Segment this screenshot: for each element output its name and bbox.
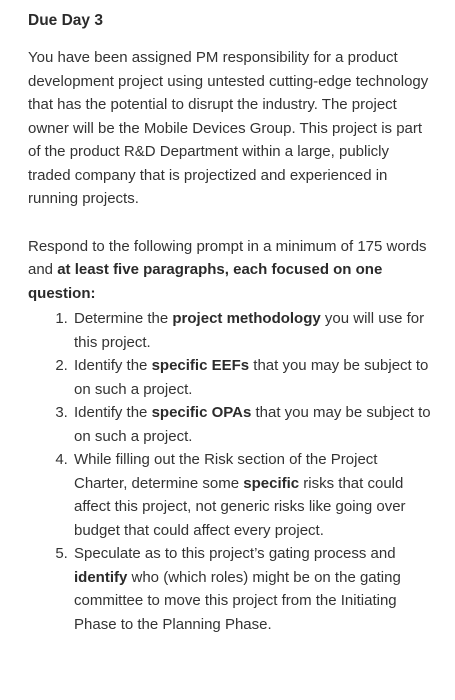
prompt-emphasis: at least five paragraphs, each focused on one question: [28, 261, 383, 302]
page-title: Due Day 3 [28, 12, 103, 29]
question-text: you will use for this project. [74, 310, 425, 351]
question-item [72, 307, 433, 354]
question-item [72, 542, 433, 636]
question-emphasis: specific EEFs [151, 357, 250, 374]
intro-paragraph: You have been assigned PM responsibility for a product development project using untested cutting-edge technology that has the potential to disrupt the industry. The project owner will be the Mobile Devices Group. This project is part of the product R&D Department within a large, publicly traded company that is projectized and experienced in running projects. [28, 49, 429, 207]
question-text: Identify the [74, 357, 152, 374]
question-text: Identify the [74, 404, 152, 421]
prompt-text: Respond to the following prompt in a minimum of 175 words and [28, 237, 427, 278]
question-text: who (which roles) might be on the gating committee to move this project from the Initiating Phase to the Planning Phase. [74, 568, 401, 633]
question-text: risks that could affect this project, not generic risks like going over budget that could affect every project. [74, 474, 406, 539]
question-text: While filling out the Risk section of the Project Charter, determine some [74, 451, 378, 492]
question-text: Determine the [74, 310, 173, 327]
prompt-paragraph [28, 235, 433, 306]
question-item [72, 448, 433, 542]
question-emphasis: project methodology [172, 310, 321, 327]
question-list [28, 307, 433, 636]
question-emphasis: identify [74, 568, 128, 586]
question-text: that you may be subject to on such a project. [74, 357, 429, 398]
question-text: that you may be subject to on such a project. [74, 404, 431, 445]
question-item [72, 401, 433, 448]
question-emphasis: specific OPAs [151, 404, 252, 421]
question-item [72, 354, 433, 401]
question-emphasis: specific [243, 474, 300, 492]
question-text: Speculate as to this project’s gating process and [74, 545, 396, 562]
